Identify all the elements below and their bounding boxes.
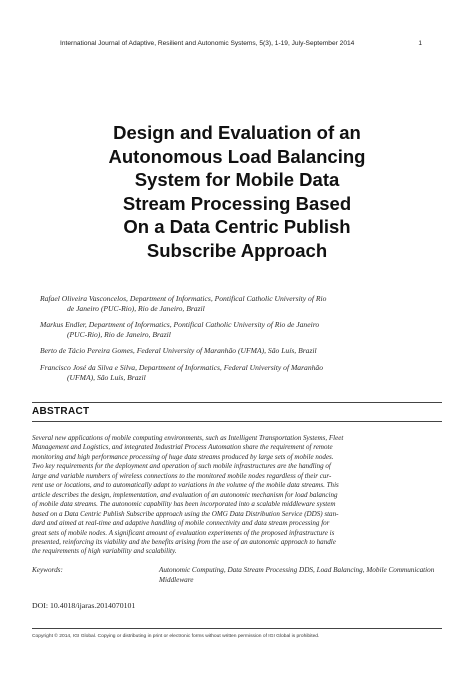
abstract-line: article describes the design, implementation, and evaluation of an autonomic mechanism for load balancing bbox=[32, 490, 338, 499]
author-affiliation-line: de Janeiro (PUC-Rio), Rio de Janeiro, Brazil bbox=[67, 303, 205, 313]
abstract-line: rent use or locations, and to automatically adapt to variations in the volume of the mobile data streams. This bbox=[32, 481, 339, 490]
abstract-heading: ABSTRACT bbox=[32, 406, 90, 417]
abstract-line: monitoring and high performance processing of huge data streams produced by large sets of mobile nodes. bbox=[32, 452, 334, 461]
abstract-line: Management and Logistics, and integrated Industrial Process Automation share the requirement of remote bbox=[32, 443, 333, 452]
author-affiliation-line: Rafael Oliveira Vasconcelos, Department of Informatics, Pontifical Catholic University of Rio bbox=[40, 294, 327, 303]
title-line: Autonomous Load Balancing bbox=[108, 145, 366, 167]
abstract-line: presented, reinforcing its viability and the benefits arising from the use of an autonomic approach to handle bbox=[32, 537, 336, 546]
title-line: Stream Processing Based bbox=[122, 192, 352, 214]
author-affiliation-line: Berto de Tácio Pereira Gomes, Federal University of Maranhão (UFMA), São Luís, Brazil bbox=[40, 346, 317, 356]
copyright-notice: Copyright © 2014, IGI Global. Copying or distributing in print or electronic forms without written permission of IGI Global is prohibited. bbox=[32, 634, 320, 639]
abstract-top-rule bbox=[32, 402, 442, 403]
doi: DOI: 10.4018/ijaras.2014070101 bbox=[32, 601, 136, 610]
author-affiliation-line: Francisco José da Silva e Silva, Department of Informatics, Federal University of Maranhão bbox=[40, 362, 324, 372]
abstract-line: based on a Data Centric Publish Subscribe approach using the OMG Data Distribution Service (DDS) stan- bbox=[32, 509, 339, 518]
author-affiliation-line: Markus Endler, Department of Informatics, Pontifical Catholic University of Rio de Janeiro bbox=[40, 320, 320, 330]
abstract-line: large and variable numbers of wireless connections to the monitored mobile nodes regardless of their cur- bbox=[32, 471, 332, 480]
title-line: Subscribe Approach bbox=[146, 239, 328, 261]
abstract-line: Two key requirements for the deployment and operation of such mobile infrastructures are the handling of bbox=[32, 462, 331, 471]
author-entry bbox=[32, 320, 452, 339]
abstract-bottom-rule bbox=[32, 421, 442, 422]
author-affiliation-line: (UFMA), São Luís, Brazil bbox=[67, 372, 146, 382]
author-entry bbox=[32, 363, 452, 382]
abstract-line: the requirements of high variability and scalability. bbox=[32, 547, 177, 556]
abstract-line: dard and aimed at real-time and adaptive handling of mobile connectivity and data stream processing for bbox=[32, 519, 330, 528]
keywords-text: Autonomic Computing, Data Stream Processing DDS, Load Balancing, Mobile Communication Middleware bbox=[159, 566, 435, 584]
abstract-line: Several new applications of mobile computing environments, such as Intelligent Transportation Systems, Fleet bbox=[32, 434, 344, 442]
title-line: Design and Evaluation of an bbox=[113, 122, 361, 143]
abstract-line: of mobile data streams. The autonomic capability has been incorporated into a scalable middleware system bbox=[32, 500, 336, 509]
author-list bbox=[32, 294, 452, 389]
author-affiliation-line: (PUC-Rio), Rio de Janeiro, Brazil bbox=[67, 329, 171, 339]
keywords-label: Keywords: bbox=[32, 566, 63, 574]
journal-citation: International Journal of Adaptive, Resilient and Autonomic Systems, 5(3), 1-19, July-September 2014 bbox=[60, 40, 355, 47]
title-line: System for Mobile Data bbox=[134, 169, 340, 191]
footer-rule bbox=[32, 628, 442, 629]
author-entry bbox=[32, 294, 452, 313]
abstract-text bbox=[32, 434, 442, 557]
abstract-line: great sets of mobile nodes. A significant amount of evaluation experiments of the proposed infrastructure is bbox=[32, 528, 335, 537]
author-entry bbox=[32, 346, 452, 356]
title-line: On a Data Centric Publish bbox=[123, 216, 351, 238]
paper-title bbox=[50, 121, 424, 263]
running-head bbox=[60, 39, 422, 48]
page-number: 1 bbox=[418, 40, 422, 47]
